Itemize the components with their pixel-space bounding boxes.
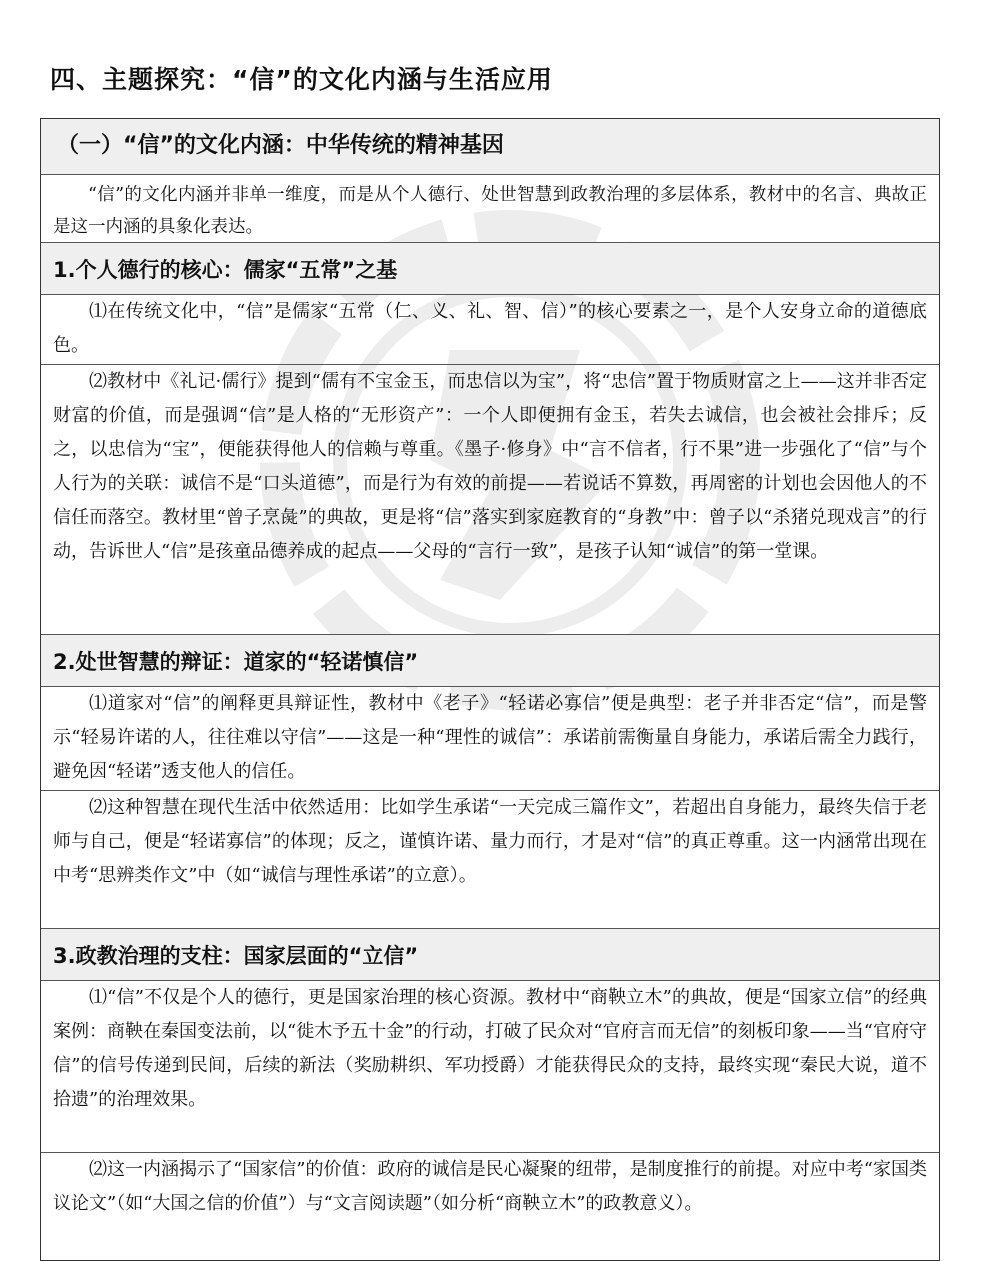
- paragraph: ⑵这一内涵揭示了“国家信”的价值：政府的诚信是民心凝聚的纽带，是制度推行的前提。对应中考“家国类议论文”（如“大国之信的价值”）与“文言阅读题”（如分析“商鞅立木”的政教意义）。: [41, 1152, 939, 1260]
- paragraph: ⑵这种智慧在现代生活中依然适用：比如学生承诺“一天完成三篇作文”，若超出自身能力，最终失信于老师与自己，便是“轻诺寡信”的体现；反之，谨慎许诺、量力而行，才是对“信”的真正尊重。这一内涵常出现在中考“思辨类作文”中（如“诚信与理性承诺”的立意）。: [41, 790, 939, 928]
- paragraph: ⑴道家对“信”的阐释更具辩证性，教材中《老子》“轻诺必寡信”便是典型：老子并非否定“信”，而是警示“轻易许诺的人，往往难以守信”——这是一种“理性的诚信”：承诺前需衡量自身能力，承诺后需全力践行，避免因“轻诺”透支他人的信任。: [41, 686, 939, 790]
- subsection-heading-3: 3.政教治理的支柱：国家层面的“立信”: [41, 928, 939, 980]
- paragraph: ⑵教材中《礼记·儒行》提到“儒有不宝金玉，而忠信以为宝”，将“忠信”置于物质财富之上——这并非否定财富的价值，而是强调“信”是人格的“无形资产”：一个人即便拥有金玉，若失去诚信，也会被社会排斥；反之，以忠信为“宝”，便能获得他人的信赖与尊重。《墨子·修身》中“言不信者，行不果”进一步强化了“信”与个人行为的关联：诚信不是“口头道德”，而是行为有效的前提——若说话不算数，再周密的计划也会因他人的不信任而落空。教材里“曾子烹彘”的典故，更是将“信”落实到家庭教育的“身教”中：曾子以“杀猪兑现戏言”的行动，告诉世人“信”是孩童品德养成的起点——父母的“言行一致”，是孩子认知“诚信”的第一堂课。: [41, 364, 939, 634]
- paragraph: ⑴“信”不仅是个人的德行，更是国家治理的核心资源。教材中“商鞅立木”的典故，便是“国家立信”的经典案例：商鞅在秦国变法前，以“徙木予五十金”的行动，打破了民众对“官府言而无信”的刻板印象——当“官府守信”的信号传递到民间，后续的新法（奖励耕织、军功授爵）才能获得民众的支持，最终实现“秦民大说，道不拾遗”的治理效果。: [41, 980, 939, 1152]
- subsection-heading-1: 1.个人德行的核心：儒家“五常”之基: [41, 242, 939, 294]
- section-intro: “信”的文化内涵并非单一维度，而是从个人德行、处世智慧到政教治理的多层体系，教材中的名言、典故正是这一内涵的具象化表达。: [41, 174, 939, 242]
- section-heading: （一）“信”的文化内涵：中华传统的精神基因: [41, 119, 939, 174]
- subsection-heading-2: 2.处世智慧的辩证：道家的“轻诺慎信”: [41, 634, 939, 686]
- page-title: 四、主题探究：“信”的文化内涵与生活应用: [50, 65, 553, 94]
- paragraph: ⑴在传统文化中，“信”是儒家“五常（仁、义、礼、智、信）”的核心要素之一，是个人安身立命的道德底色。: [41, 294, 939, 364]
- content-table: [40, 118, 940, 1261]
